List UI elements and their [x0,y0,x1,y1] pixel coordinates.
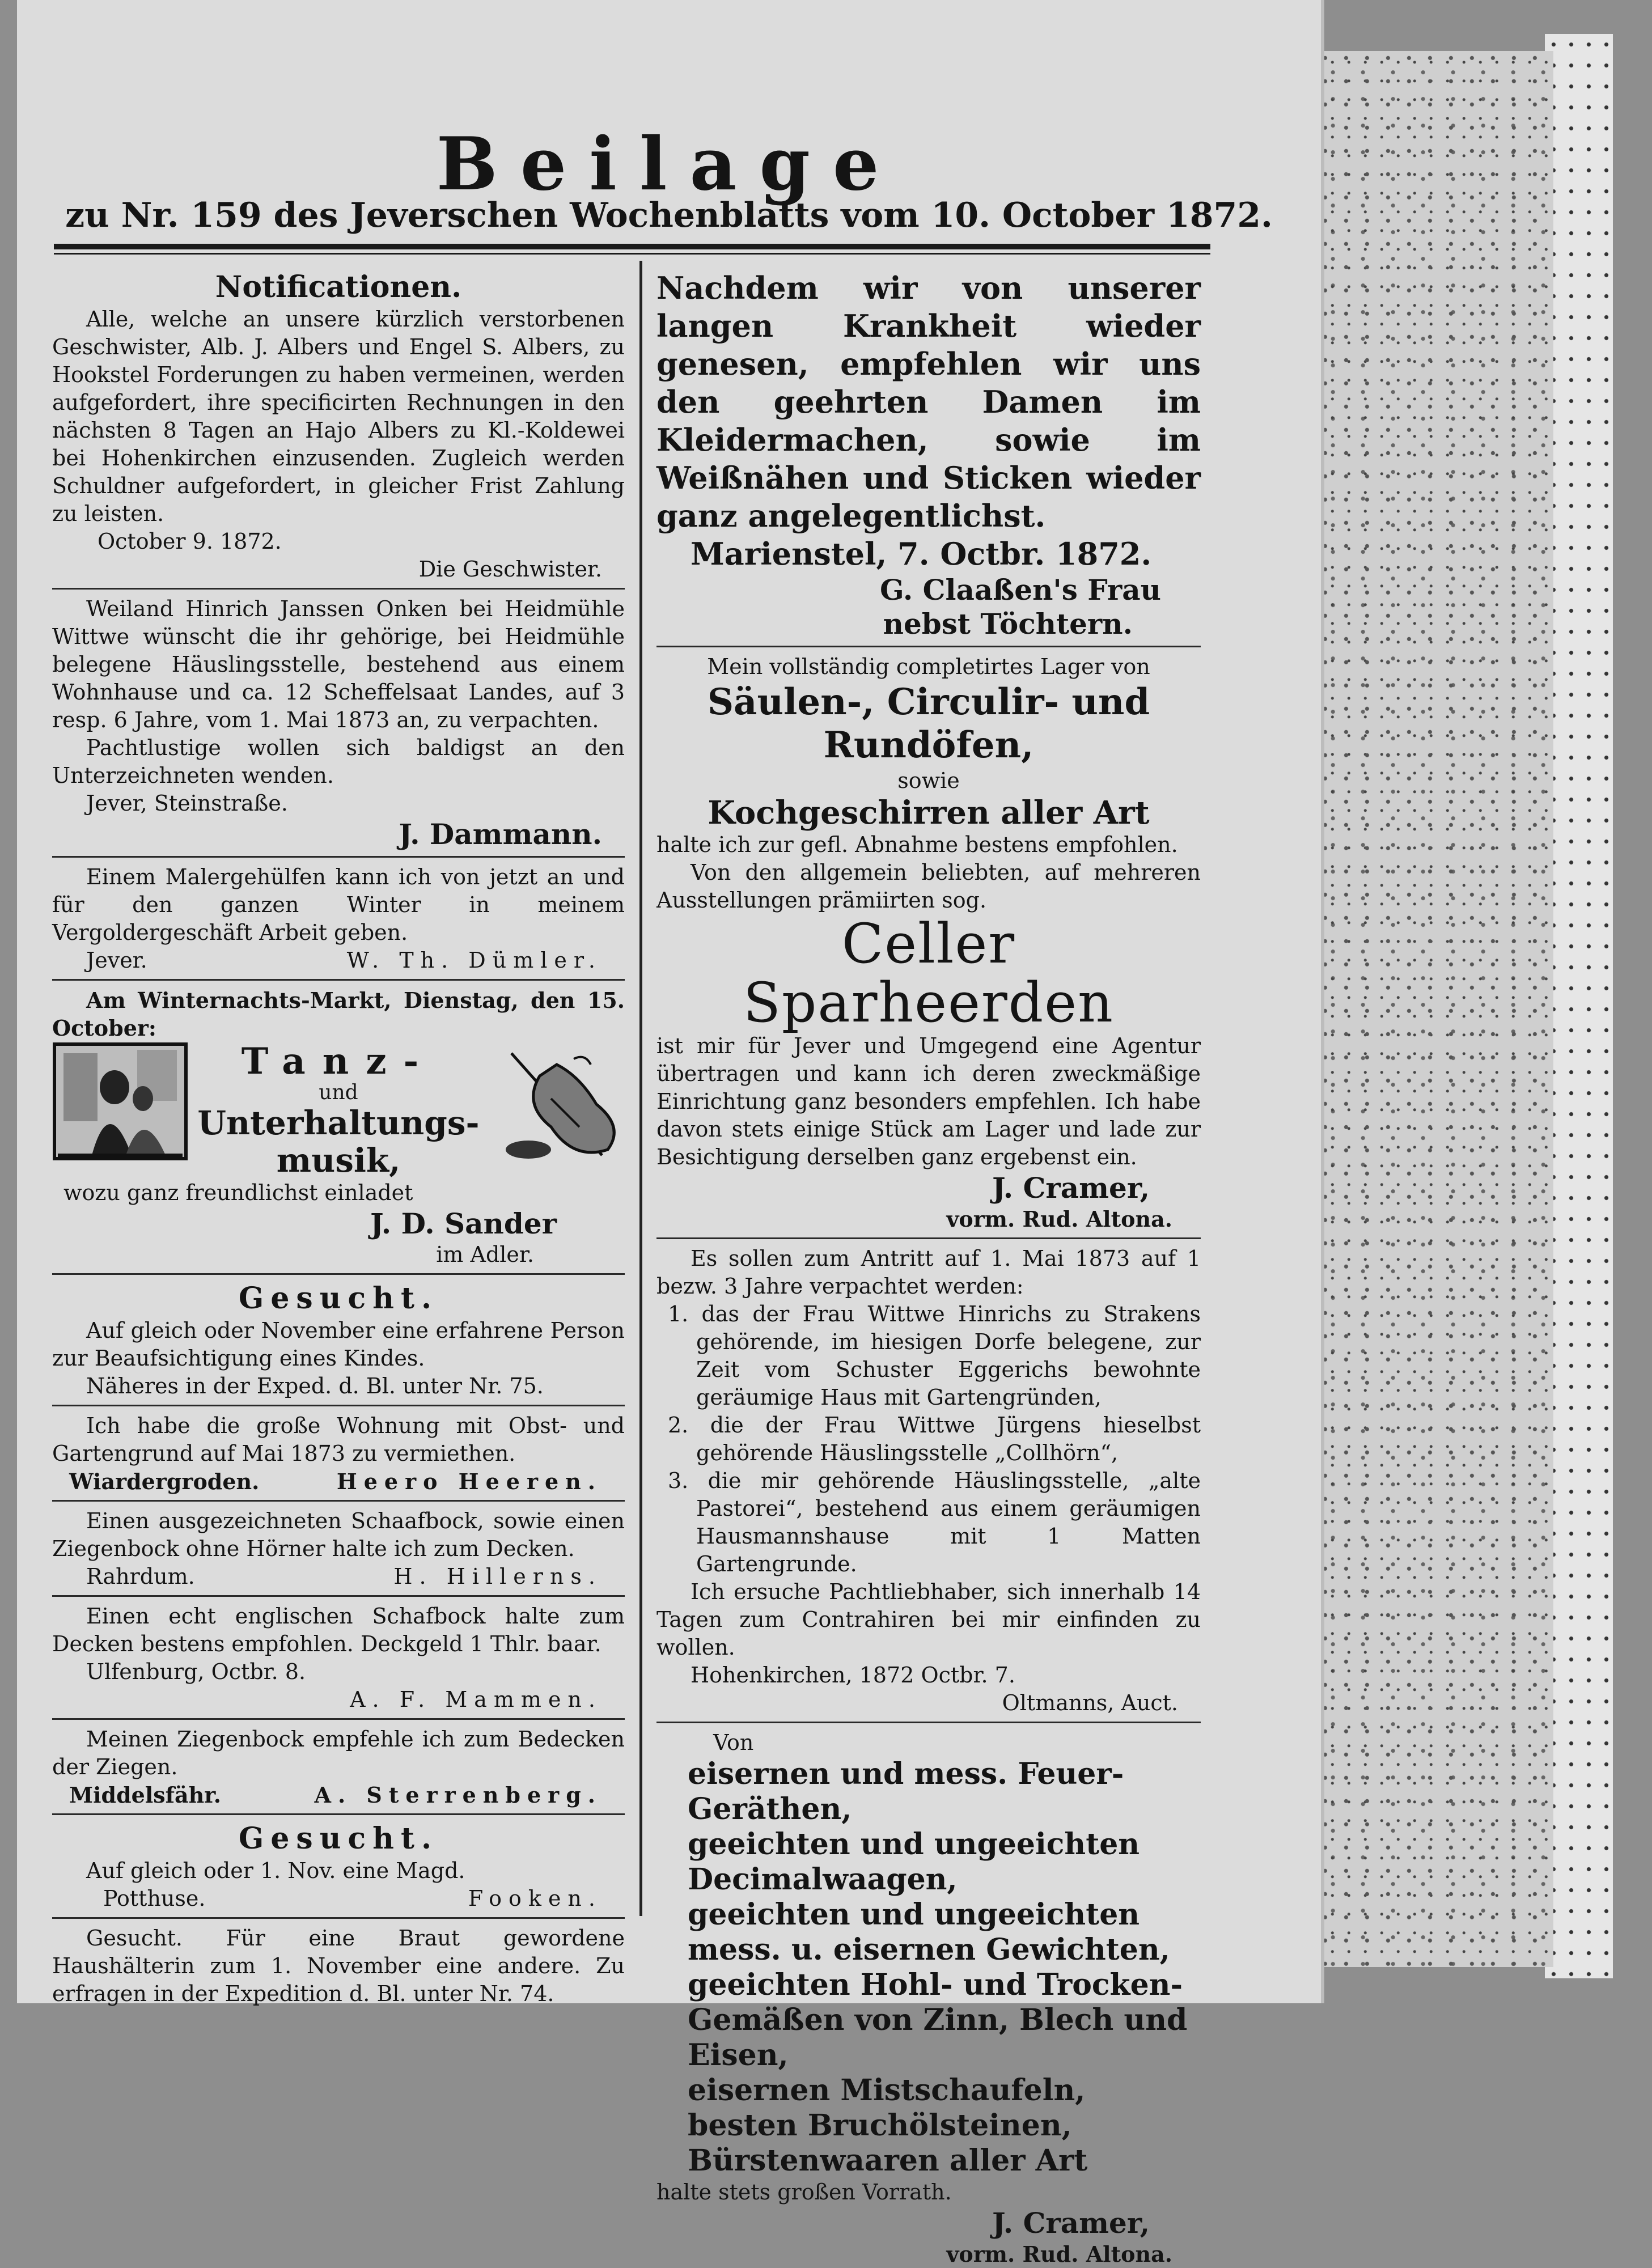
ad-notification [52,269,625,583]
ad-body: Einen echt englischen Schafbock halte zum Decken bestens empfohlen. Deckgeld 1 Thlr. baar. [52,1604,625,1656]
ad-onken [52,595,625,851]
list-item: eisernen und mess. Feuer-Geräthen, [688,1757,1124,1826]
left-column [52,269,625,2008]
ad-signature: Heero Heeren. [336,1469,602,1494]
ad-signature: Fooken. [468,1886,602,1911]
ad-signature: A. F. Mammen. [350,1687,602,1712]
separator [52,1500,625,1502]
column-divider [639,261,642,1916]
ad-body: Nachdem wir von unserer langen Krankheit wieder genesen, empfehlen wir uns den geehrten Damen im Kleidermachen, sowie im Weißnähen und Sticken wieder ganz angelegentlichst. [656,270,1201,534]
ad-connector: und [319,1081,358,1104]
ad-title: Tanz- [241,1040,436,1083]
separator [52,979,625,981]
list-item: 1. das der Frau Wittwe Hinrichs zu Strakens gehörende, im hiesigen Dorfe belegene, zur Zeit vom Schuster Eggerichs bewohnte geräumige Haus mit Gartengründen, [668,1302,1201,1410]
list-item: Bürstenwaaren aller Art [688,2143,1088,2178]
ad-products: Säulen-, Circulir- und Rundöfen, [707,681,1150,766]
list-item: besten Bruchölsteinen, [688,2108,1072,2143]
ad-body: Pachtlustige wollen sich baldigst an den Unterzeichneten wenden. [52,735,625,788]
ad-products: Kochgeschirren aller Art [708,794,1150,832]
book-backing [1321,51,1553,1967]
ad-place: Marienstel, 7. Octbr. 1872. [691,536,1152,572]
ad-place: im Adler. [436,1242,534,1267]
ad-signature: Oltmanns, Auct. [1002,1690,1178,1715]
ad-gesucht-haushaelterin [52,1924,625,2008]
ad-reference: Näheres in der Exped. d. Bl. unter Nr. 75. [86,1373,544,1398]
page-edge-background [1545,34,1613,1978]
ad-signature: J. Cramer, [992,1171,1150,1205]
ad-body: Meinen Ziegenbock empfehle ich zum Bedecken der Ziegen. [52,1727,625,1779]
ad-body: halte stets großen Vorrath. [656,2180,952,2205]
ad-schafbock [52,1603,625,1714]
ad-signature: A. Sterrenberg. [314,1782,602,1808]
ad-heading: Notificationen. [215,270,462,304]
ad-signature: J. Dammann. [399,817,602,851]
ad-gesucht-person [52,1281,625,1400]
ad-place: Middelsfähr. [69,1782,222,1808]
ad-claassen [656,269,1201,641]
ad-product-title: Celler Sparheerden [743,912,1114,1035]
newspaper-page [17,0,1321,2267]
right-column [656,269,1201,2268]
separator [656,1722,1201,1723]
ad-signature: W. Th. Dümler. [346,948,602,973]
ad-ziegenbock [52,1726,625,1809]
ad-signature-sub: vorm. Rud. Altona. [946,2241,1172,2267]
ad-connector: Von [713,1730,754,1755]
ad-body: Alle, welche an unsere kürzlich verstorbenen Geschwister, Alb. J. Albers und Engel S. Albers, zu Hookstel Forderungen zu haben vermeinen, werden aufgefordert, ihre specificirten Rechnungen in den nächsten 8 Tagen an Hajo Albers zu Kl.-Koldewei bei Hohenkirchen einzusenden. Zugleich werden Schuldner aufgefordert, in gleicher Frist Zahlung zu leisten. [52,307,625,526]
separator [52,856,625,858]
separator [52,1273,625,1275]
ad-place: Jever, Steinstraße. [86,791,288,816]
ad-date: October 9. 1872. [98,529,282,554]
list-item: 3. die mir gehörende Häuslingsstelle, „alte Pastorei“, bestehend aus einem geräumigen Hausmannshause mit 1 Matten Gartengrunde. [668,1468,1201,1576]
ad-place: Jever. [86,948,147,973]
ad-body: Ich ersuche Pachtliebhaber, sich innerhalb 14 Tagen zum Contrahiren bei mir einfinden zu wollen. [656,1579,1201,1660]
ad-body: Ich habe die große Wohnung mit Obst- und Gartengrund auf Mai 1873 zu vermiethen. [52,1413,625,1466]
header-rule [54,244,1210,249]
ad-intro: Am Winternachts-Markt, Dienstag, den 15. October: [52,987,625,1041]
ad-signature: nebst Töchtern. [883,607,1133,641]
ad-signature: Die Geschwister. [418,557,602,582]
ad-signature: J. Cramer, [992,2206,1150,2240]
ad-place: Hohenkirchen, 1872 Octbr. 7. [691,1663,1015,1688]
ad-cramer-oefen [656,653,1201,1233]
ad-place: Potthuse. [103,1886,206,1911]
separator [52,1405,625,1406]
ad-connector: sowie [897,768,960,793]
ad-heading: Gesucht. [238,1821,439,1856]
header-rule-thin [54,253,1210,255]
ad-body: halte ich zur gefl. Abnahme bestens empfohlen. [656,832,1178,857]
dancing-couple-illustration [52,1042,188,1161]
separator [656,1237,1201,1239]
ad-tanz [52,986,625,1269]
ad-heading: Gesucht. [238,1281,439,1316]
ad-place: Ulfenburg, Octbr. 8. [86,1659,306,1684]
ad-body: ist mir für Jever und Umgegend eine Agentur übertragen und kann ich deren zweckmäßige Einrichtung ganz besonders empfehlen. Ich habe davon stets einige Stück am Lager und lade zur Besichtigung derselben ganz ergebenst ein. [656,1033,1201,1169]
ad-gesucht-magd [52,1821,625,1913]
ad-body: Einem Malergehülfen kann ich von jetzt an und für den ganzen Winter in meinem Vergoldergeschäft Arbeit geben. [52,864,625,945]
ad-cramer-geraethe [656,1729,1201,2268]
ad-body: Einen ausgezeichneten Schaafbock, sowie einen Ziegenbock ohne Hörner halte ich zum Decken. [52,1508,625,1561]
ad-signature: H. Hillerns. [393,1564,602,1589]
ad-signature: J. D. Sander [370,1207,557,1240]
ad-intro: Es sollen zum Antritt auf 1. Mai 1873 auf 1 bezw. 3 Jahre verpachtet werden: [656,1246,1201,1299]
list-item: 2. die der Frau Wittwe Jürgens hieselbst gehörende Häuslingsstelle „Collhörn“, [668,1413,1201,1465]
list-item: eisernen Mistschaufeln, [688,2073,1086,2108]
separator [52,1813,625,1815]
ad-body: Auf gleich oder November eine erfahrene Person zur Beaufsichtigung eines Kindes. [52,1318,625,1371]
ad-signature: G. Claaßen's Frau [879,573,1161,607]
ad-body: Von den allgemein beliebten, auf mehreren Ausstellungen prämiirten sog. [656,860,1201,913]
violin-illustration [489,1042,625,1172]
ad-body: Auf gleich oder 1. Nov. eine Magd. [86,1858,465,1883]
page-subtitle: zu Nr. 159 des Jeverschen Wochenblatts vom 10. October 1872. [65,196,1273,235]
ad-subtitle: musik, [276,1141,401,1180]
ad-body: Weiland Hinrich Janssen Onken bei Heidmühle Wittwe wünscht die ihr gehörige, bei Heidmühle belegene Häuslingsstelle, bestehend aus einem Wohnhause und ca. 12 Scheffelsaat Landes, auf 3 resp. 6 Jahre, vom 1. Mai 1873 an, zu verpachten. [52,596,625,732]
ad-signature-sub: vorm. Rud. Altona. [946,1206,1172,1232]
ad-intro: Mein vollständig completirtes Lager von [707,654,1150,679]
separator [52,1595,625,1597]
page-title: Beilage [436,122,902,207]
separator [52,588,625,590]
ad-place: Wiardergroden. [69,1469,260,1494]
ad-schaafbock [52,1507,625,1591]
list-item: geeichten Hohl- und Trocken-Gemäßen von Zinn, Blech und Eisen, [688,1968,1188,2072]
ad-place: Rahrdum. [86,1564,195,1589]
list-item: geeichten und ungeeichten mess. u. eisernen Gewichten, [688,1897,1170,1967]
ad-body: Gesucht. Für eine Braut gewordene Haushälterin zum 1. November eine andere. Zu erfragen in der Expedition d. Bl. unter Nr. 74. [52,1926,625,2006]
ad-subtitle: Unterhaltungs- [197,1104,480,1142]
separator [52,1917,625,1919]
separator [52,1718,625,1720]
ad-oltmanns [656,1245,1201,1717]
separator [656,646,1201,647]
ad-invitation: wozu ganz freundlichst einladet [63,1180,413,1205]
ad-wohnung [52,1412,625,1495]
ad-maler [52,863,625,974]
list-item: geeichten und ungeeichten Decimalwaagen, [688,1827,1140,1897]
